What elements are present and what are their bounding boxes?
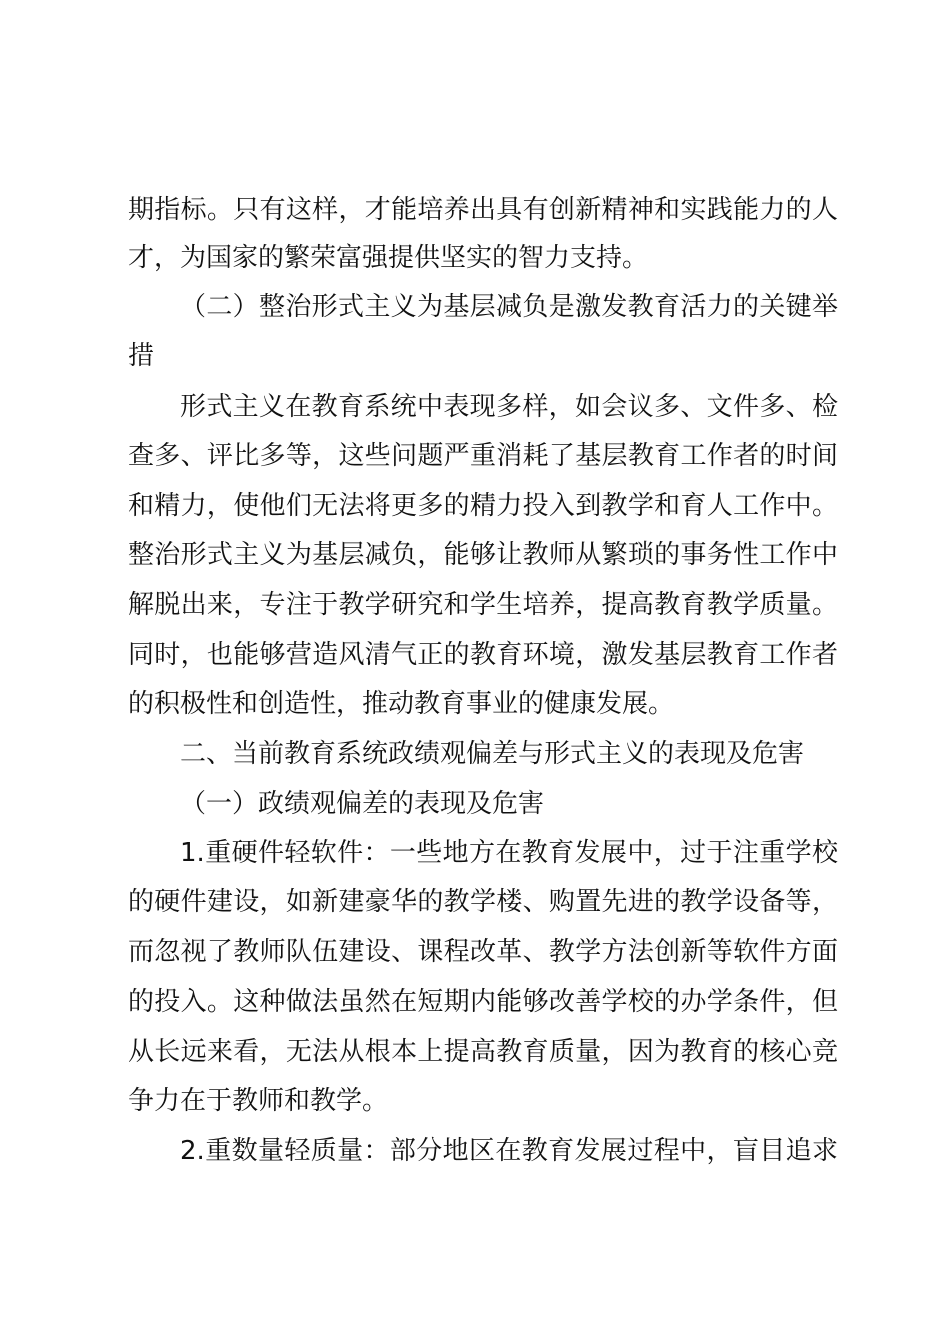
paragraph-line: 形式主义在教育系统中表现多样，如会议多、文件多、检 <box>180 392 838 422</box>
paragraph-line: 的积极性和创造性，推动教育事业的健康发展。 <box>128 689 675 719</box>
paragraph-line: 查多、评比多等，这些问题严重消耗了基层教育工作者的时间 <box>128 441 838 471</box>
paragraph-line: 1.重硬件轻软件：一些地方在教育发展中，过于注重学校 <box>180 838 838 868</box>
paragraph-line: 的投入。这种做法虽然在短期内能够改善学校的办学条件，但 <box>128 987 838 1017</box>
paragraph-line: 从长远来看，无法从根本上提高教育质量，因为教育的核心竞 <box>128 1037 838 1067</box>
paragraph-line: 解脱出来，专注于教学研究和学生培养，提高教育教学质量。 <box>128 590 838 620</box>
subsection-heading-line: （一）政绩观偏差的表现及危害 <box>180 789 545 819</box>
paragraph-line: 争力在于教师和教学。 <box>128 1086 389 1116</box>
paragraph-line: 期指标。只有这样，才能培养出具有创新精神和实践能力的人 <box>128 195 838 225</box>
paragraph-line: 而忽视了教师队伍建设、课程改革、教学方法创新等软件方面 <box>128 937 838 967</box>
paragraph-line: 的硬件建设，如新建豪华的教学楼、购置先进的教学设备等， <box>128 887 838 917</box>
paragraph-line: 同时，也能够营造风清气正的教育环境，激发基层教育工作者 <box>128 640 838 670</box>
section-heading-line: 二、当前教育系统政绩观偏差与形式主义的表现及危害 <box>180 739 805 769</box>
paragraph-line: 整治形式主义为基层减负，能够让教师从繁琐的事务性工作中 <box>128 540 838 570</box>
paragraph-line: 才，为国家的繁荣富强提供坚实的智力支持。 <box>128 243 649 273</box>
section-heading-line: 措 <box>128 341 155 371</box>
paragraph-line: 和精力，使他们无法将更多的精力投入到教学和育人工作中。 <box>128 491 838 521</box>
paragraph-line: 2.重数量轻质量：部分地区在教育发展过程中，盲目追求 <box>180 1136 838 1166</box>
section-heading-line: （二）整治形式主义为基层减负是激发教育活力的关键举 <box>180 292 838 322</box>
